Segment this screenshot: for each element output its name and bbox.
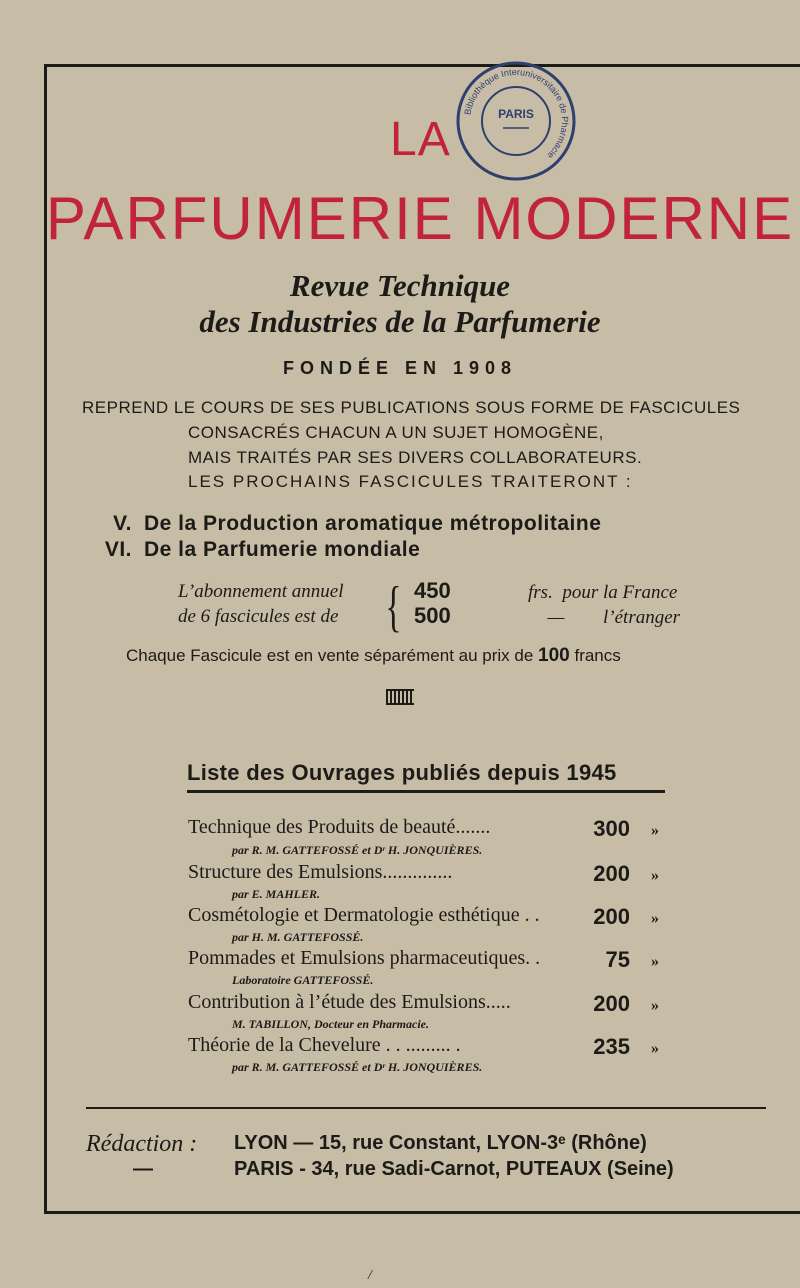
library-stamp [453, 58, 579, 184]
fascicle-title: De la Production aromatique métropolitaine [144, 512, 602, 535]
founded-line: FONDÉE EN 1908 [282, 358, 518, 378]
work-title: Structure des Emulsions.............. [188, 861, 453, 883]
stamp-center-text: PARIS [498, 107, 534, 121]
work-price: 200 [593, 904, 630, 929]
subscription-label-1: L’abonnement annuel [178, 581, 344, 602]
fascicle-item [86, 512, 601, 536]
page-mark: / [368, 1268, 372, 1283]
work-author: par E. MAHLER. [232, 887, 321, 901]
fascicle-item [86, 538, 420, 562]
stamp-ring-text: Bibliothèque Interuniversitaire de Pharmacie [462, 66, 571, 161]
work-title: Cosmétologie et Dermatologie esthétique . . [188, 904, 540, 926]
ditto-mark: » [651, 910, 659, 927]
subscription-price-france: 450 [414, 578, 451, 603]
intro-line-4: LES PROCHAINS FASCICULES TRAITERONT : [188, 472, 633, 491]
work-author: Laboratoire GATTEFOSSÉ. [232, 973, 374, 987]
unit-francs: frs. [528, 582, 553, 603]
list-title-underline [187, 790, 665, 793]
fascicle-number: V. [113, 512, 132, 535]
work-price: 200 [593, 991, 630, 1016]
work-author: par R. M. GATTEFOSSÉ et Dʳ H. JONQUIÈRES. [232, 843, 483, 857]
work-title: Contribution à l’étude des Emulsions..... [188, 991, 511, 1013]
address-lyon: LYON — 15, rue Constant, LYON-3ᵉ (Rhône) [234, 1132, 647, 1154]
work-price: 75 [605, 947, 630, 972]
work-author: par H. M. GATTEFOSSÉ. [232, 930, 364, 944]
subscription-label-2: de 6 fascicules est de [178, 606, 339, 627]
address-dash: — [133, 1158, 153, 1180]
unit-ditto: — [547, 607, 565, 628]
subtitle-industries: des Industries de la Parfumerie [199, 304, 601, 339]
ditto-mark: » [651, 997, 659, 1014]
work-price: 300 [593, 816, 630, 841]
ditto-mark: » [651, 822, 659, 839]
work-price: 235 [593, 1034, 630, 1059]
address-paris: PARIS - 34, rue Sadi-Carnot, PUTEAUX (Seine) [234, 1158, 674, 1180]
ornament-divider [386, 689, 414, 705]
ditto-mark: » [651, 953, 659, 970]
subtitle-revue: Revue Technique [289, 268, 511, 303]
intro-line-2: CONSACRÉS CHACUN A UN SUJET HOMOGÈNE, [188, 423, 604, 442]
header-la: LA [390, 113, 451, 166]
single-sale-text: Chaque Fascicule est en vente séparément au prix de [126, 646, 534, 665]
work-title: Technique des Produits de beauté....... [188, 816, 491, 838]
fascicle-title: De la Parfumerie mondiale [144, 538, 421, 561]
subscription-price-abroad: 500 [414, 603, 451, 628]
dest-france: pour la France [562, 582, 678, 603]
intro-line-3: MAIS TRAITÉS PAR SES DIVERS COLLABORATEURS. [188, 448, 643, 467]
work-title: Théorie de la Chevelure . . ......... . [188, 1034, 461, 1056]
redaction-label: Rédaction : [86, 1131, 198, 1157]
list-title: Liste des Ouvrages publiés depuis 1945 [187, 760, 617, 785]
dest-abroad: l’étranger [603, 607, 681, 628]
subscription-dest-france [528, 582, 677, 604]
work-title: Pommades et Emulsions pharmaceutiques. . [188, 947, 541, 969]
page-title: PARFUMERIE MODERNE [45, 185, 795, 252]
subscription-dest-abroad [528, 607, 680, 629]
work-price: 200 [593, 861, 630, 886]
single-sale-unit: francs [574, 646, 621, 665]
footer-divider [86, 1107, 766, 1109]
work-author: par R. M. GATTEFOSSÉ et Dʳ H. JONQUIÈRES. [232, 1060, 483, 1074]
ditto-mark: » [651, 867, 659, 884]
brace-glyph: { [385, 576, 402, 638]
single-sale-price: 100 [538, 645, 570, 666]
single-sale-line [126, 645, 621, 667]
ditto-mark: » [651, 1040, 659, 1057]
fascicle-number: VI. [104, 538, 132, 561]
intro-line-1: REPREND LE COURS DE SES PUBLICATIONS SOUS FORME DE FASCICULES [82, 398, 741, 417]
work-author: M. TABILLON, Docteur en Pharmacie. [232, 1017, 429, 1031]
